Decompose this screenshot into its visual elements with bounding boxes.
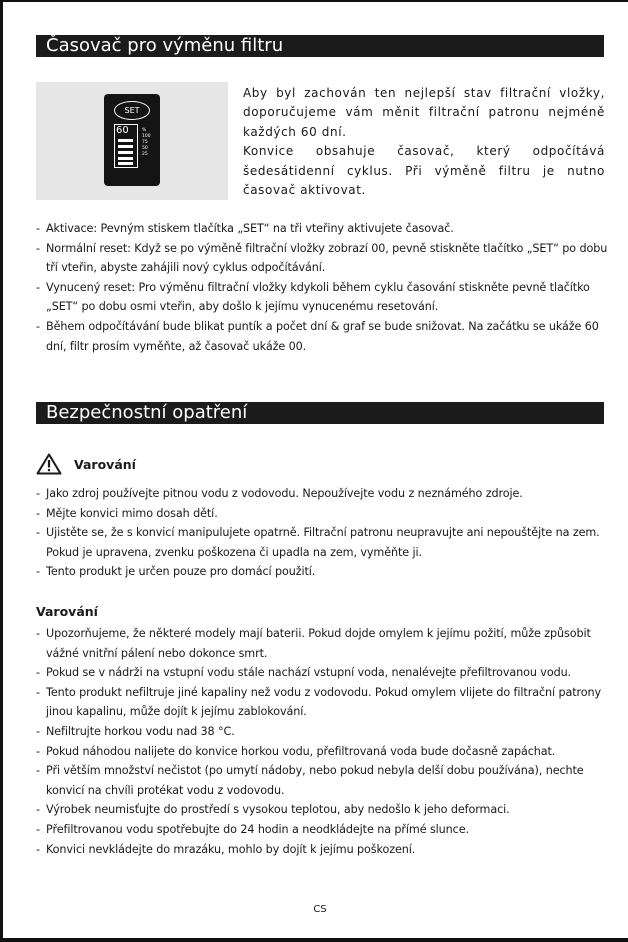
timer-display-value: 60 — [116, 125, 129, 136]
timer-scale-label: 100 — [142, 134, 151, 139]
warning-title: Varování — [74, 456, 136, 472]
list-item: - Pokud se v nádrži na vstupní vodu stále nachází vstupní voda, nenalévejte přefiltrovanou vodu. — [36, 663, 612, 683]
warning-list-1 — [36, 484, 612, 582]
list-item: - Tento produkt je určen pouze pro domácí použití. — [36, 562, 612, 582]
timer-scale-label: 25 — [142, 152, 148, 157]
warning-title: Varování — [36, 604, 98, 619]
list-item: - Výrobek neumisťujte do prostředí s vysokou teplotou, aby nedošlo k jeho deformaci. — [36, 800, 612, 820]
page-frame-left — [0, 0, 3, 942]
timer-display — [114, 124, 138, 168]
timer-bar — [118, 151, 133, 154]
timer-bar — [118, 139, 133, 142]
page-frame-top — [0, 0, 628, 2]
timer-bar — [118, 162, 133, 165]
list-item: - Nefiltrujte horkou vodu nad 38 °C. — [36, 722, 612, 742]
warning-list-2 — [36, 624, 612, 859]
section-title-safety: Bezpečnostní opatření — [36, 402, 604, 424]
timer-scale-label: 50 — [142, 146, 148, 151]
warning-heading — [36, 452, 136, 476]
list-item: - Pokud náhodou nalijete do konvice horkou vodu, přefiltrovaná voda bude dočasně zapáchat. — [36, 742, 612, 762]
list-item: - Tento produkt nefiltruje jiné kapaliny než vodu z vodovodu. Pokud omylem vlijete do filtrační patrony jinou kapalinu, může dojít k jejímu zablokování. — [36, 683, 612, 722]
list-item: - Normální reset: Když se po výměně filtrační vložky zobrazí 00, pevně stiskněte tlačítko „SET“ po dobu tří vteřin, abyste zahájili nový cyklus odpočítávání. — [36, 239, 612, 278]
list-item: - Aktivace: Pevným stiskem tlačítka „SET“ na tři vteřiny aktivujete časovač. — [36, 219, 612, 239]
page-language-code: CS — [313, 904, 327, 915]
list-item: - Vynucený reset: Pro výměnu filtrační vložky kdykoli během cyklu časování stiskněte pevně tlačítko „SET“ po dobu osmi vteřin, aby došlo k jejímu vynucenému resetování. — [36, 278, 612, 317]
timer-bar — [118, 145, 133, 148]
list-item: - Při větším množství nečistot (po umytí nádoby, nebo pokud nebyla delší dobu používána), nechte konvicí na chvíli protékat vodu z vodovodu. — [36, 761, 612, 800]
section-title-filter-timer: Časovač pro výměnu filtru — [36, 35, 604, 57]
list-item: - Mějte konvici mimo dosah dětí. — [36, 504, 612, 524]
filter-timer-illustration — [36, 82, 228, 200]
list-item: - Přefiltrovanou vodu spotřebujte do 24 hodin a neodkládejte na přímé slunce. — [36, 820, 612, 840]
filter-timer-intro — [243, 84, 605, 200]
list-item: - Upozorňujeme, že některé modely mají baterii. Pokud dojde omylem k jejímu požití, může způsobit vážné vnitřní pálení nebo dokonce smrt. — [36, 624, 612, 663]
list-item: - Během odpočítávání bude blikat puntík a počet dní & graf se bude snižovat. Na začátku se ukáže 60 dní, filtr prosím vyměňte, až časovač ukáže 00. — [36, 317, 612, 356]
list-item: - Jako zdroj používejte pitnou vodu z vodovodu. Nepoužívejte vodu z neznámého zdroje. — [36, 484, 612, 504]
list-item: - Ujistěte se, že s konvicí manipulujete opatrně. Filtrační patronu neupravujte ani nepouštějte na zem. Pokud je upravena, zvenku poškozena či upadla na zem, vyměňte ji. — [36, 523, 612, 562]
timer-scale-label: 75 — [142, 140, 148, 145]
warning-triangle-icon — [36, 453, 62, 475]
timer-scale-label: % — [142, 128, 147, 133]
filter-timer-instructions — [36, 219, 612, 356]
intro-paragraph: Konvice obsahuje časovač, který odpočítává šedesátidenní cyklus. Při výměně filtru je nutno časovač aktivovat. — [243, 144, 605, 198]
timer-scale — [142, 128, 151, 158]
page-frame-bottom — [0, 938, 628, 942]
set-button-icon: SET — [114, 101, 150, 120]
intro-paragraph: Aby byl zachován ten nejlepší stav filtrační vložky, doporučujeme vám měnit filtrační patronu nejméně každých 60 dní. — [243, 86, 605, 139]
timer-bar — [118, 157, 133, 160]
list-item: - Konvici nevkládejte do mrazáku, mohlo by dojít k jejímu poškození. — [36, 840, 612, 860]
timer-device — [104, 94, 160, 186]
